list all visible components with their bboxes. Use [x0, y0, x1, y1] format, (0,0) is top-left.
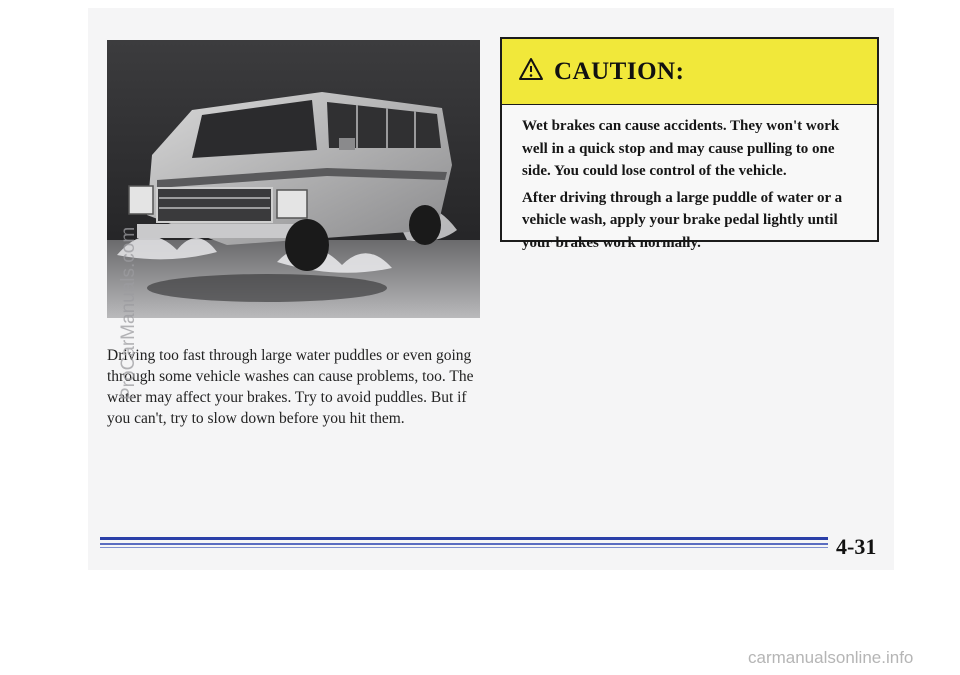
caution-title: CAUTION: — [554, 57, 685, 85]
page-number: 4-31 — [836, 534, 877, 559]
side-watermark-text: ProCarManuals.com — [118, 226, 139, 400]
caution-body — [502, 105, 877, 254]
puddle-advice-text: Driving too fast through large water puddles or even going through some vehicle washes can cause problems, too. The water may affect your brakes. Try to avoid puddles. But if you can't, try to slow down before you hit them. — [107, 347, 474, 427]
footer-rule — [100, 543, 828, 545]
caution-paragraph: After driving through a large puddle of water or a vehicle wash, apply your brake pedal lightly until your brakes work normally. — [522, 189, 843, 251]
footer-rule — [100, 547, 828, 548]
van-puddle-photo — [107, 40, 480, 318]
caution-box — [500, 37, 879, 251]
warning-triangle-icon — [518, 57, 544, 86]
caution-paragraph: Wet brakes can cause accidents. They won't work well in a quick stop and may cause pulling to one side. You could lose control of the vehicle. — [522, 118, 840, 179]
side-watermark — [106, 200, 146, 400]
footer-rule — [100, 537, 828, 540]
footer-watermark: carmanualsonline.info — [748, 648, 914, 667]
caution-header — [502, 39, 877, 105]
